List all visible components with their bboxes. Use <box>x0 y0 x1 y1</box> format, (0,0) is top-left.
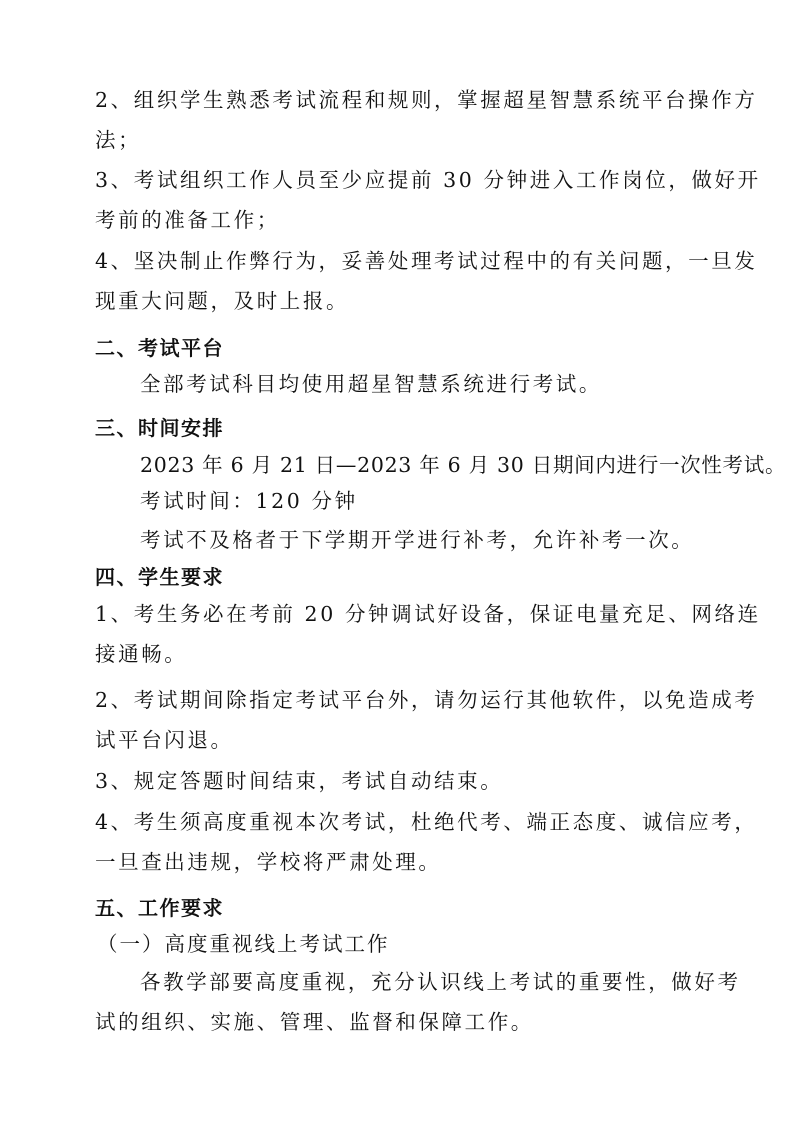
requirement-4-line-2: 现重大问题，及时上报。 <box>95 289 350 313</box>
subsection-heading-emphasis: （一）高度重视线上考试工作 <box>97 932 390 956</box>
platform-text: 全部考试科目均使用超星智慧系统进行考试。 <box>140 372 602 396</box>
work-paragraph-line-2: 试的组织、实施、管理、监督和保障工作。 <box>95 1010 534 1034</box>
schedule-dates: 2023 年 6 月 21 日—2023 年 6 月 30 日期间内进行一次性考试。 <box>140 453 787 477</box>
student-rule-1-line-2: 接通畅。 <box>95 642 188 666</box>
student-rule-4-line-1: 4、考生须高度重视本次考试，杜绝代考、端正态度、诚信应考， <box>95 810 758 834</box>
section-heading-platform: 二、考试平台 <box>95 336 224 360</box>
student-rule-1-line-1: 1、考生务必在考前 20 分钟调试好设备，保证电量充足、网络连 <box>95 602 761 626</box>
requirement-3-line-1: 3、考试组织工作人员至少应提前 30 分钟进入工作岗位，做好开 <box>95 168 761 192</box>
work-paragraph-line-1: 各教学部要高度重视，充分认识线上考试的重要性，做好考 <box>140 970 741 994</box>
student-rule-4-line-2: 一旦查出违规，学校将严肃处理。 <box>95 850 442 874</box>
student-rule-2-line-1: 2、考试期间除指定考试平台外，请勿运行其他软件，以免造成考 <box>95 688 758 712</box>
section-heading-work: 五、工作要求 <box>95 896 224 920</box>
requirement-4-line-1: 4、坚决制止作弊行为，妥善处理考试过程中的有关问题，一旦发 <box>95 249 758 273</box>
exam-duration: 考试时间：120 分钟 <box>140 489 358 513</box>
section-heading-students: 四、学生要求 <box>95 565 224 589</box>
student-rule-2-line-2: 试平台闪退。 <box>95 728 234 752</box>
makeup-exam-note: 考试不及格者于下学期开学进行补考，允许补考一次。 <box>140 528 695 552</box>
section-heading-schedule: 三、时间安排 <box>95 416 224 440</box>
requirement-2-line-1: 2、组织学生熟悉考试流程和规则，掌握超星智慧系统平台操作方 <box>95 88 758 112</box>
student-rule-3: 3、规定答题时间结束，考试自动结束。 <box>95 769 504 793</box>
requirement-2-line-2: 法； <box>95 128 142 152</box>
requirement-3-line-2: 考前的准备工作； <box>95 208 280 232</box>
